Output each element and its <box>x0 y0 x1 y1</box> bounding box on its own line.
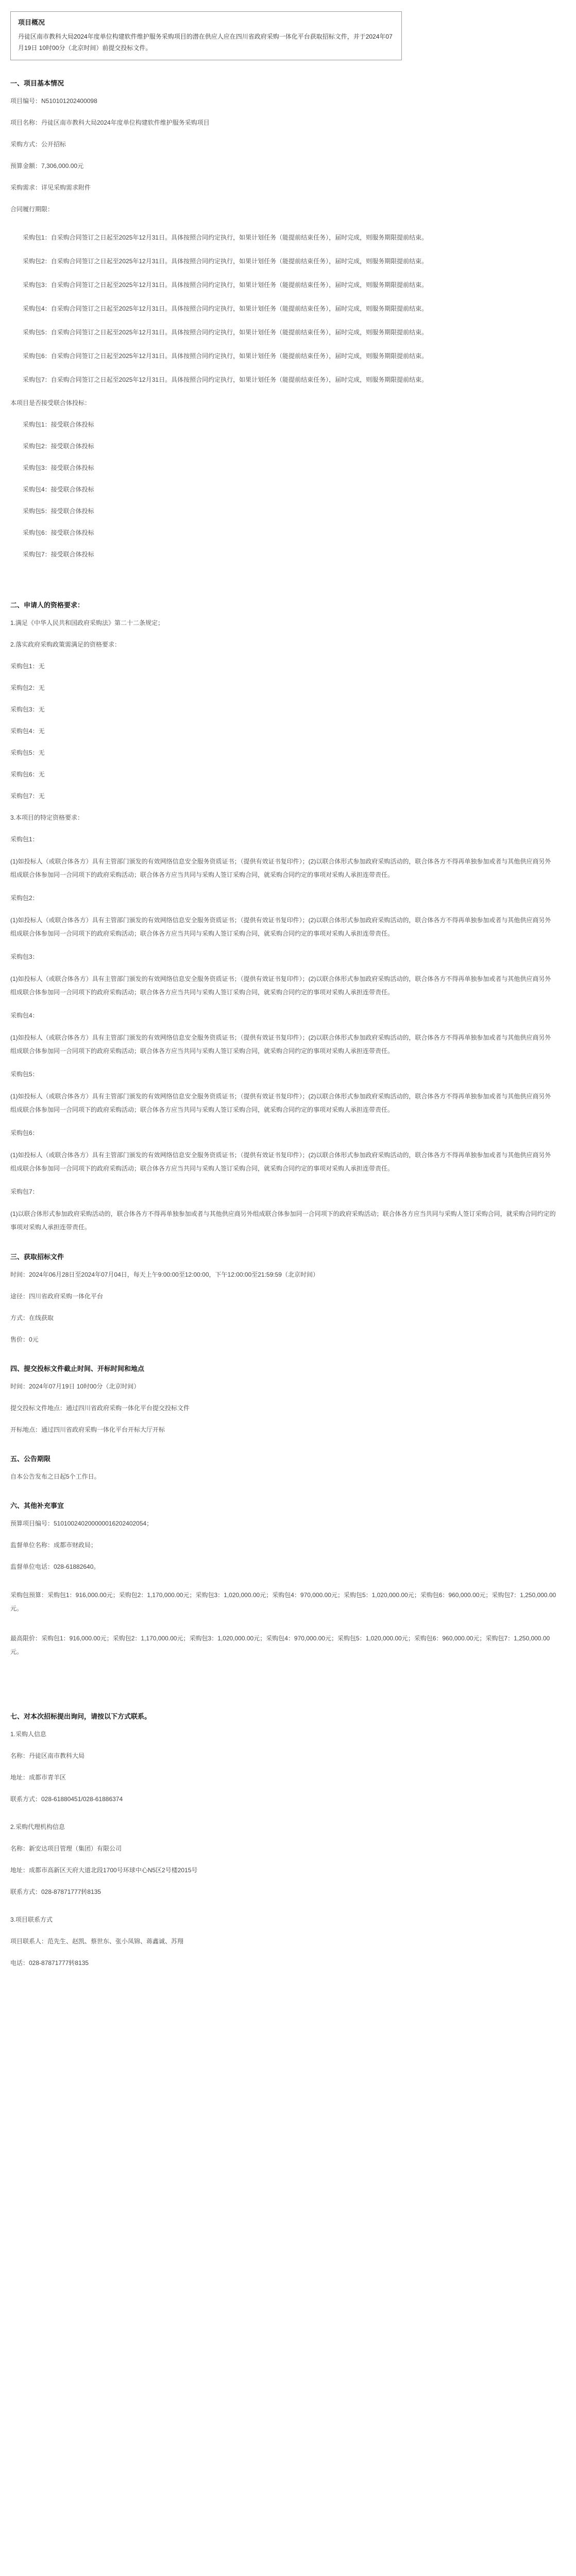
obtain-price: 售价：0元 <box>10 1336 39 1343</box>
contract-period-lot: 采购包3：自采购合同签订之日起至2025年12月31日。具体按照合同约定执行，如果计划任务（能提前结束任务），届时完成，则服务期限提前结束。 <box>23 281 428 289</box>
qual-specific-lot-text: (1)如投标人（或联合体各方）具有主管部门颁发的有效网络信息安全服务资质证书；（提供有效证书复印件）；(2)以联合体形式参加政府采购活动的，联合体各方不得再单独参加或者与其他供应商另外组成联合体参加同一合同项下的政府采购活动；联合体各方应当共同与采购人签订采购合同，就采购合同约定的事项对采购人承担连带责任。 <box>10 917 551 937</box>
contract-period-lot: 采购包7：自采购合同签订之日起至2025年12月31日。具体按照合同约定执行，如果计划任务（能提前结束任务），届时完成，则服务期限提前结束。 <box>23 376 428 383</box>
lot-budget: 采购包预算：采购包1：916,000.00元；采购包2：1,170,000.00元；采购包3：1,020,000.00元；采购包4：970,000.00元；采购包5：1,020,000.00元；采购包6：960,000.00元；采购包7：1,250,000.00元。 <box>10 1591 556 1612</box>
section-title-qualification: 二、申请人的资格要求： <box>10 601 84 609</box>
joint-bid-lot: 采购包2：接受联合体投标 <box>23 443 94 450</box>
joint-bid-lot: 采购包7：接受联合体投标 <box>23 551 94 558</box>
joint-bid-lot: 采购包4：接受联合体投标 <box>23 486 94 493</box>
section-basic-info <box>10 78 566 561</box>
procurement-method: 采购方式：公开招标 <box>10 141 66 148</box>
qual-specific-lot-text: (1)如投标人（或联合体各方）具有主管部门颁发的有效网络信息安全服务资质证书；（提供有效证书复印件）；(2)以联合体形式参加政府采购活动的，联合体各方不得再单独参加或者与其他供应商另外组成联合体参加同一合同项下的政府采购活动；联合体各方应当共同与采购人签订采购合同，就采购合同约定的事项对采购人承担连带责任。 <box>10 1093 551 1113</box>
qual-policy-lot: 采购包2：无 <box>10 684 45 691</box>
agency-address: 地址：成都市高新区天府大道北段1700号环球中心N5区2号楼2015号 <box>10 1867 198 1874</box>
notice-period: 自本公告发布之日起5个工作日。 <box>10 1473 100 1480</box>
qual-law: 1.满足《中华人民共和国政府采购法》第二十二条规定； <box>10 619 164 626</box>
section-title-other: 六、其他补充事宜 <box>10 1502 64 1510</box>
qual-policy-lot: 采购包7：无 <box>10 792 45 800</box>
contract-period-lot: 采购包4：自采购合同签订之日起至2025年12月31日。具体按照合同约定执行，如果计划任务（能提前结束任务），届时完成，则服务期限提前结束。 <box>23 305 428 312</box>
summary-title: 项目概况 <box>18 19 45 26</box>
qual-specific-lot-text: (1)以联合体形式参加政府采购活动的，联合体各方不得再单独参加或者与其他供应商另外组成联合体参加同一合同项下的政府采购活动；联合体各方应当共同与采购人签订采购合同，就采购合同约定的事项对采购人承担连带责任。 <box>10 1210 556 1231</box>
obtain-place: 途径：四川省政府采购一体化平台 <box>10 1293 104 1300</box>
section-title-deadline: 四、提交投标文件截止时间、开标时间和地点 <box>10 1365 145 1372</box>
agency-phone: 联系方式：028-87871777转8135 <box>10 1888 101 1895</box>
buyer-address: 地址：成都市青羊区 <box>10 1774 66 1781</box>
qual-specific-lot-label: 采购包6： <box>10 1129 39 1137</box>
buyer-phone: 联系方式：028-61880451/028-61886374 <box>10 1795 123 1803</box>
qual-specific-lot-label: 采购包5： <box>10 1071 39 1078</box>
buyer-title: 1.采购人信息 <box>10 1731 47 1738</box>
qual-specific-lot-text: (1)如投标人（或联合体各方）具有主管部门颁发的有效网络信息安全服务资质证书；（提供有效证书复印件）；(2)以联合体形式参加政府采购活动的，联合体各方不得再单独参加或者与其他供应商另外组成联合体参加同一合同项下的政府采购活动；联合体各方应当共同与采购人签订采购合同，就采购合同约定的事项对采购人承担连带责任。 <box>10 858 551 878</box>
project-contact-title: 3.项目联系方式 <box>10 1916 53 1923</box>
section-title-basic: 一、项目基本情况 <box>10 79 64 87</box>
section-title-obtain: 三、获取招标文件 <box>10 1253 64 1261</box>
section-contact <box>10 1711 566 1969</box>
qual-policy-lot: 采购包6：无 <box>10 771 45 778</box>
joint-bid-lot: 采购包6：接受联合体投标 <box>23 529 94 536</box>
section-notice-period <box>10 1453 566 1483</box>
joint-bid-lot: 采购包3：接受联合体投标 <box>23 464 94 471</box>
joint-bid-lot: 采购包1：接受联合体投标 <box>23 421 94 428</box>
qual-policy-lot: 采购包5：无 <box>10 749 45 756</box>
agency-name: 名称：新安达项目管理（集团）有限公司 <box>10 1845 122 1852</box>
qual-specific-lot-label: 采购包7： <box>10 1188 39 1195</box>
open-place: 开标地点：通过四川省政府采购一体化平台开标大厅开标 <box>10 1426 165 1433</box>
agency-title: 2.采购代理机构信息 <box>10 1823 65 1831</box>
contract-period-lot: 采购包2：自采购合同签订之日起至2025年12月31日。具体按照合同约定执行，如果计划任务（能提前结束任务），届时完成，则服务期限提前结束。 <box>23 258 428 265</box>
project-contact-person: 项目联系人：范先生、赵凯、蔡世东、张小凤锦、蒋鑫诚、苏翔 <box>10 1938 184 1945</box>
summary-text: 丹徒区南市教科大局2024年度单位构建软件维护服务采购项目的潜在供应人应在四川省政府采购一体化平台获取招标文件，并于2024年07月19日 10时00分（北京时间）前提交投标文件。 <box>18 33 393 52</box>
qual-specific-lot-label: 采购包3： <box>10 953 39 960</box>
qual-specific-lot-label: 采购包4： <box>10 1012 39 1019</box>
contract-period-title: 合同履行期限： <box>10 206 54 213</box>
bid-place: 提交投标文件地点：通过四川省政府采购一体化平台提交投标文件 <box>10 1404 190 1412</box>
qual-specific-lot-label: 采购包1： <box>10 836 39 843</box>
section-deadline <box>10 1363 566 1436</box>
qual-specific-lot-text: (1)如投标人（或联合体各方）具有主管部门颁发的有效网络信息安全服务资质证书；（提供有效证书复印件）；(2)以联合体形式参加政府采购活动的，联合体各方不得再单独参加或者与其他供应商另外组成联合体参加同一合同项下的政府采购活动；联合体各方应当共同与采购人签订采购合同，就采购合同约定的事项对采购人承担连带责任。 <box>10 975 551 996</box>
contract-period-lot: 采购包5：自采购合同签订之日起至2025年12月31日。具体按照合同约定执行，如果计划任务（能提前结束任务），届时完成，则服务期限提前结束。 <box>23 329 428 336</box>
joint-bid-title: 本项目是否接受联合体投标： <box>10 399 91 406</box>
section-obtain-docs <box>10 1251 566 1346</box>
project-number: 项目编号：N510101202400098 <box>10 97 97 105</box>
section-other <box>10 1500 566 1658</box>
qual-policy-lot: 采购包3：无 <box>10 706 45 713</box>
qual-policy-lot: 采购包1：无 <box>10 663 45 670</box>
obtain-time: 时间：2024年06月28日至2024年07月04日，每天上午9:00:00至12:00:00，下午12:00:00至21:59:59（北京时间） <box>10 1271 319 1278</box>
section-title-contact: 七、对本次招标提出询问，请按以下方式联系。 <box>10 1713 151 1720</box>
qual-specific-lot-text: (1)如投标人（或联合体各方）具有主管部门颁发的有效网络信息安全服务资质证书；（提供有效证书复印件）；(2)以联合体形式参加政府采购活动的，联合体各方不得再单独参加或者与其他供应商另外组成联合体参加同一合同项下的政府采购活动；联合体各方应当共同与采购人签订采购合同，就采购合同约定的事项对采购人承担连带责任。 <box>10 1151 551 1172</box>
section-title-notice: 五、公告期限 <box>10 1455 51 1463</box>
project-summary-box <box>10 11 402 60</box>
project-contact-phone: 电话：028-87871777转8135 <box>10 1959 89 1967</box>
qual-specific-lot-label: 采购包2： <box>10 894 39 902</box>
procurement-need: 采购需求：详见采购需求附件 <box>10 184 91 191</box>
contract-period-lot: 采购包1：自采购合同签订之日起至2025年12月31日。具体按照合同约定执行，如果计划任务（能提前结束任务），届时完成，则服务期限提前结束。 <box>23 234 428 241</box>
qual-policy-lot: 采购包4：无 <box>10 727 45 735</box>
qual-specific-lot-text: (1)如投标人（或联合体各方）具有主管部门颁发的有效网络信息安全服务资质证书；（提供有效证书复印件）；(2)以联合体形式参加政府采购活动的，联合体各方不得再单独参加或者与其他供应商另外组成联合体参加同一合同项下的政府采购活动；联合体各方应当共同与采购人签订采购合同，就采购合同约定的事项对采购人承担连带责任。 <box>10 1034 551 1055</box>
max-price: 最高限价：采购包1：916,000.00元；采购包2：1,170,000.00元；采购包3：1,020,000.00元；采购包4：970,000.00元；采购包5：1,020,000.00元；采购包6：960,000.00元；采购包7：1,250,000.00元。 <box>10 1635 550 1655</box>
contract-period-lot: 采购包6：自采购合同签订之日起至2025年12月31日。具体按照合同约定执行，如果计划任务（能提前结束任务），届时完成，则服务期限提前结束。 <box>23 352 428 360</box>
joint-bid-lot: 采购包5：接受联合体投标 <box>23 507 94 515</box>
budget-project-no: 预算项目编号：510100240200000016202402054； <box>10 1520 153 1527</box>
supervisor-name: 监督单位名称：成都市财政局； <box>10 1541 97 1549</box>
budget-amount: 预算金额：7,306,000.00元 <box>10 162 84 170</box>
qual-policy: 2.落实政府采购政策需满足的资格要求： <box>10 641 121 648</box>
deadline-time: 时间：2024年07月19日 10时00分（北京时间） <box>10 1383 140 1390</box>
supervisor-phone: 监督单位电话：028-61882640。 <box>10 1563 100 1570</box>
obtain-way: 方式：在线获取 <box>10 1314 54 1321</box>
buyer-name: 名称：丹徒区南市教科大局 <box>10 1752 85 1759</box>
qual-specific: 3.本项目的特定资格要求： <box>10 814 84 821</box>
project-name: 项目名称：丹徒区南市教科大局2024年度单位构建软件维护服务采购项目 <box>10 119 210 126</box>
section-qualification <box>10 600 566 1234</box>
